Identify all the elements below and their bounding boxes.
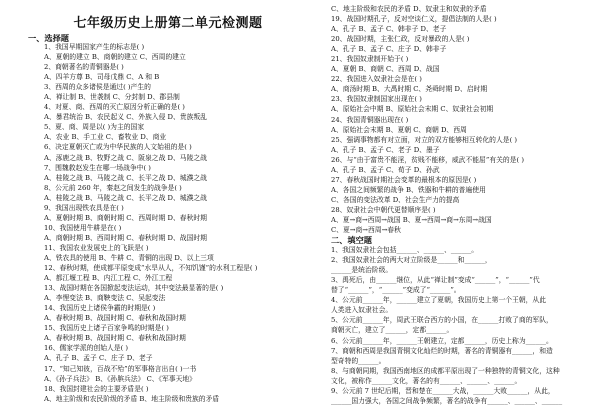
right-line: A、孔子 B、孟子 C、老子 D、墨子: [331, 145, 440, 154]
left-line: 8、公元前 260 年，秦赵之间发生的战争是( ): [44, 183, 182, 192]
left-line: 4、对夏、商、西周的灭亡原因分析正确的是( ): [44, 103, 185, 112]
right-line: 21、我国奴隶制开始于( ): [331, 55, 409, 64]
right-line: A、夏→商→西周→战国 B、夏→西周→商→东周→战国: [331, 215, 492, 224]
right-line: 型奇特的______。: [331, 356, 386, 365]
left-line: A、都江堰工程 B、内江工程 C、外江工程: [44, 274, 173, 283]
right-line: 6、公元前______年，______王朝建立，定都______，历史上称为______。: [331, 336, 553, 345]
right-line: C、夏→商→西周→春秋: [331, 226, 401, 235]
right-line: A、原始社会末期 B、夏朝 C、商朝 D、西周: [331, 125, 467, 134]
right-line: 5、公元前______年，周武王联合西方的小国，在______打败了商的军队，: [331, 316, 553, 325]
left-line: A、李悝变法 B、商鞅变法 C、吴起变法: [44, 294, 166, 303]
left-line: A、商朝时期 B、西周时期 C、春秋时期 D、战国时期: [44, 233, 207, 242]
left-line: 9、我国出现铁农具是在( ): [44, 203, 124, 212]
right-line: A、孔子 B、孟子 C、庄子 D、韩非子: [331, 45, 447, 54]
left-line: A、涿鹿之战 B、牧野之战 C、阪泉之战 D、马陵之战: [44, 153, 207, 162]
left-line: A、禅让制 B、世袭制 C、分封制 D、郡县制: [44, 93, 180, 102]
right-line: 1、我国奴隶社会包括______、______、______。: [331, 246, 479, 255]
right-line: 9、公元前 7 世纪后期，晋和楚在______大战，______大败______，从此，: [331, 386, 555, 395]
left-line: A、地主阶级和农民阶级的矛盾 B、地主阶级和贵族的矛盾: [44, 394, 220, 403]
left-line: 10、我国使用牛耕是在( ): [44, 223, 122, 232]
right-line: C、地主阶级和农民的矛盾 D、奴隶主和奴隶的矛盾: [331, 5, 487, 13]
left-line: 2、商朝著名的青铜器是( ): [44, 63, 124, 72]
right-line: 19、战国时期孔子，反对空谈仁义，提倡法制的人是( ): [331, 15, 497, 24]
left-line: A、春秋时期 B、战国时期 C、春秋和战国时期: [44, 314, 186, 323]
right-line: 4、公元前______年，______建立了夏朝，我国历史上第一个王朝，从此: [331, 296, 547, 305]
left-line: A、四羊方尊 B、司母戊鼎 C、A 和 B: [44, 73, 160, 82]
right-column: [331, 4, 593, 406]
left-line: A、桂陵之战 B、马陵之战 C、长平之战 D、城濮之战: [44, 173, 207, 182]
left-line: 14、我国历史上诸侯争霸的时期是( ): [44, 304, 156, 313]
left-line: A、农业 B、手工业 C、畜牧业 D、商业: [44, 133, 167, 142]
section-heading-fill: 二、填空题: [331, 235, 372, 245]
left-line: A、夏朝的建立 B、商朝的建立 C、西周的建立: [44, 53, 186, 62]
right-line: 2、我国奴隶社会的两大对立阶级是______和______，: [331, 256, 492, 265]
right-line: 替了“______”，“______”变成了“______”。: [331, 286, 461, 295]
left-line: 16、儒家学派的创始人是( ): [44, 344, 129, 353]
left-line: 15、我国历史上诸子百家争鸣的时期是( ): [44, 324, 169, 333]
left-line: A、夏朝时期 B、商朝时期 C、西周时期 D、春秋时期: [44, 213, 207, 222]
right-line: A、夏朝 B、商朝 C、西周 D、战国: [331, 65, 440, 74]
right-line: 3、禹死后，由______继位，从此“禅让制”变成“______”，“______”代: [331, 276, 540, 285]
page-title: 七年级历史上册第二单元检测题: [73, 16, 263, 31]
right-line: C、各国的变法改革 D、社会生产力的提高: [331, 195, 460, 204]
right-line: 商朝灭亡，建立了______，定都______。: [331, 326, 454, 335]
left-line: A、桂陵之战 B、马陵之战 C、长平之战 D、城濮之战: [44, 193, 207, 202]
right-line: 24、我国青铜器出现在( ): [331, 115, 409, 124]
left-line: A、暴君统治 B、农民起义 C、外族入侵 D、贵族叛乱: [44, 113, 207, 122]
section-heading-choice: 一、选择题: [28, 33, 69, 43]
left-line: 5、夏、商、周是以( )为主的国家: [44, 123, 145, 132]
left-line: A、春秋时期 B、战国时期 C、春秋和战国时期: [44, 334, 186, 343]
left-line: 3、西周的众多诸侯是通过( )产生的: [44, 83, 151, 92]
left-column: [44, 42, 312, 404]
left-line: 13、战国时期在各国掀起变法运动，其中变法最显著的是( ): [44, 284, 224, 293]
left-line: A、孔子 B、孟子 C、庄子 D、老子: [44, 354, 153, 363]
left-line: 6、决定夏朝灭亡或为中华民族的人文始祖的是( ): [44, 143, 192, 152]
left-line: 17、“知己知彼，百战不殆”的军事格言出自( )一书: [44, 364, 197, 373]
left-line: A、《孙子兵法》 B、《孙膑兵法》 C、《军事天地》: [44, 374, 196, 383]
right-line: 22、我国进入奴隶社会是在( ): [331, 75, 422, 84]
right-line: 23、我国奴隶制国家出现在( ): [331, 95, 422, 104]
right-line: 25、强调事物都有对立面，对立的双方能够相互转化的人是( ): [331, 135, 518, 144]
left-line: 11、我国农业发展史上的飞跃是( ): [44, 243, 149, 252]
right-line: A、商汤时期 B、大禹时期 C、尧舜时期 D、启时期: [331, 85, 488, 94]
left-line: 7、围魏救赵发生在哪一场战争中( ): [44, 163, 151, 172]
right-line: 8、与商朝同期，我国西南地区的成都平原出现了一种独特的青铜文化，这种: [331, 366, 560, 375]
right-line: 文化，被称作______文化，著名的有______、______、______。: [331, 376, 522, 385]
right-line: A、各国之间频繁的战争 B、铁器和牛耕的普遍使用: [331, 185, 486, 194]
right-line: 27、春秋战国时期社会变革的最根本的原因是( ): [331, 175, 477, 184]
right-line: 7、商朝和西周是我国青铜文化灿烂的时期，著名的青铜器有______，和造: [331, 346, 553, 355]
right-line: ______是统治阶级。: [331, 266, 393, 275]
left-line: 18、我国封建社会的主要矛盾是( ): [44, 384, 149, 393]
right-line: A、孔子 B、孟子 C、韩非子 D、老子: [331, 25, 447, 34]
left-line: 1、我国早期国家产生的标志是( ): [44, 43, 145, 51]
right-line: 26、与“由于富贵不能淫，贫贱不能移，威武不能屈”有关的是( ): [331, 155, 524, 164]
right-line: A、孔子 B、孟子 C、荀子 D、孙武: [331, 165, 440, 174]
left-line: A、铁农具的使用 B、牛耕 C、青铜的出现 D、以上三项: [44, 253, 214, 262]
right-line: ______国力强大，各国之间战争频繁，著名的战争有______、______、______: [331, 396, 563, 405]
left-line: 12、春秋时期，使成都平原变成“水旱从人，不知饥馑”的水利工程是( ): [44, 264, 258, 273]
column-divider: [325, 0, 326, 419]
right-line: 28、奴隶社会中朝代更替顺序是( ): [331, 205, 436, 214]
right-line: 20、战国时期，主张仁政，反对暴政的人是( ): [331, 35, 470, 44]
right-line: A、原始社会中期 B、原始社会末期 C、奴隶社会初期: [331, 105, 494, 114]
right-line: 人类进入奴隶社会。: [331, 306, 393, 315]
